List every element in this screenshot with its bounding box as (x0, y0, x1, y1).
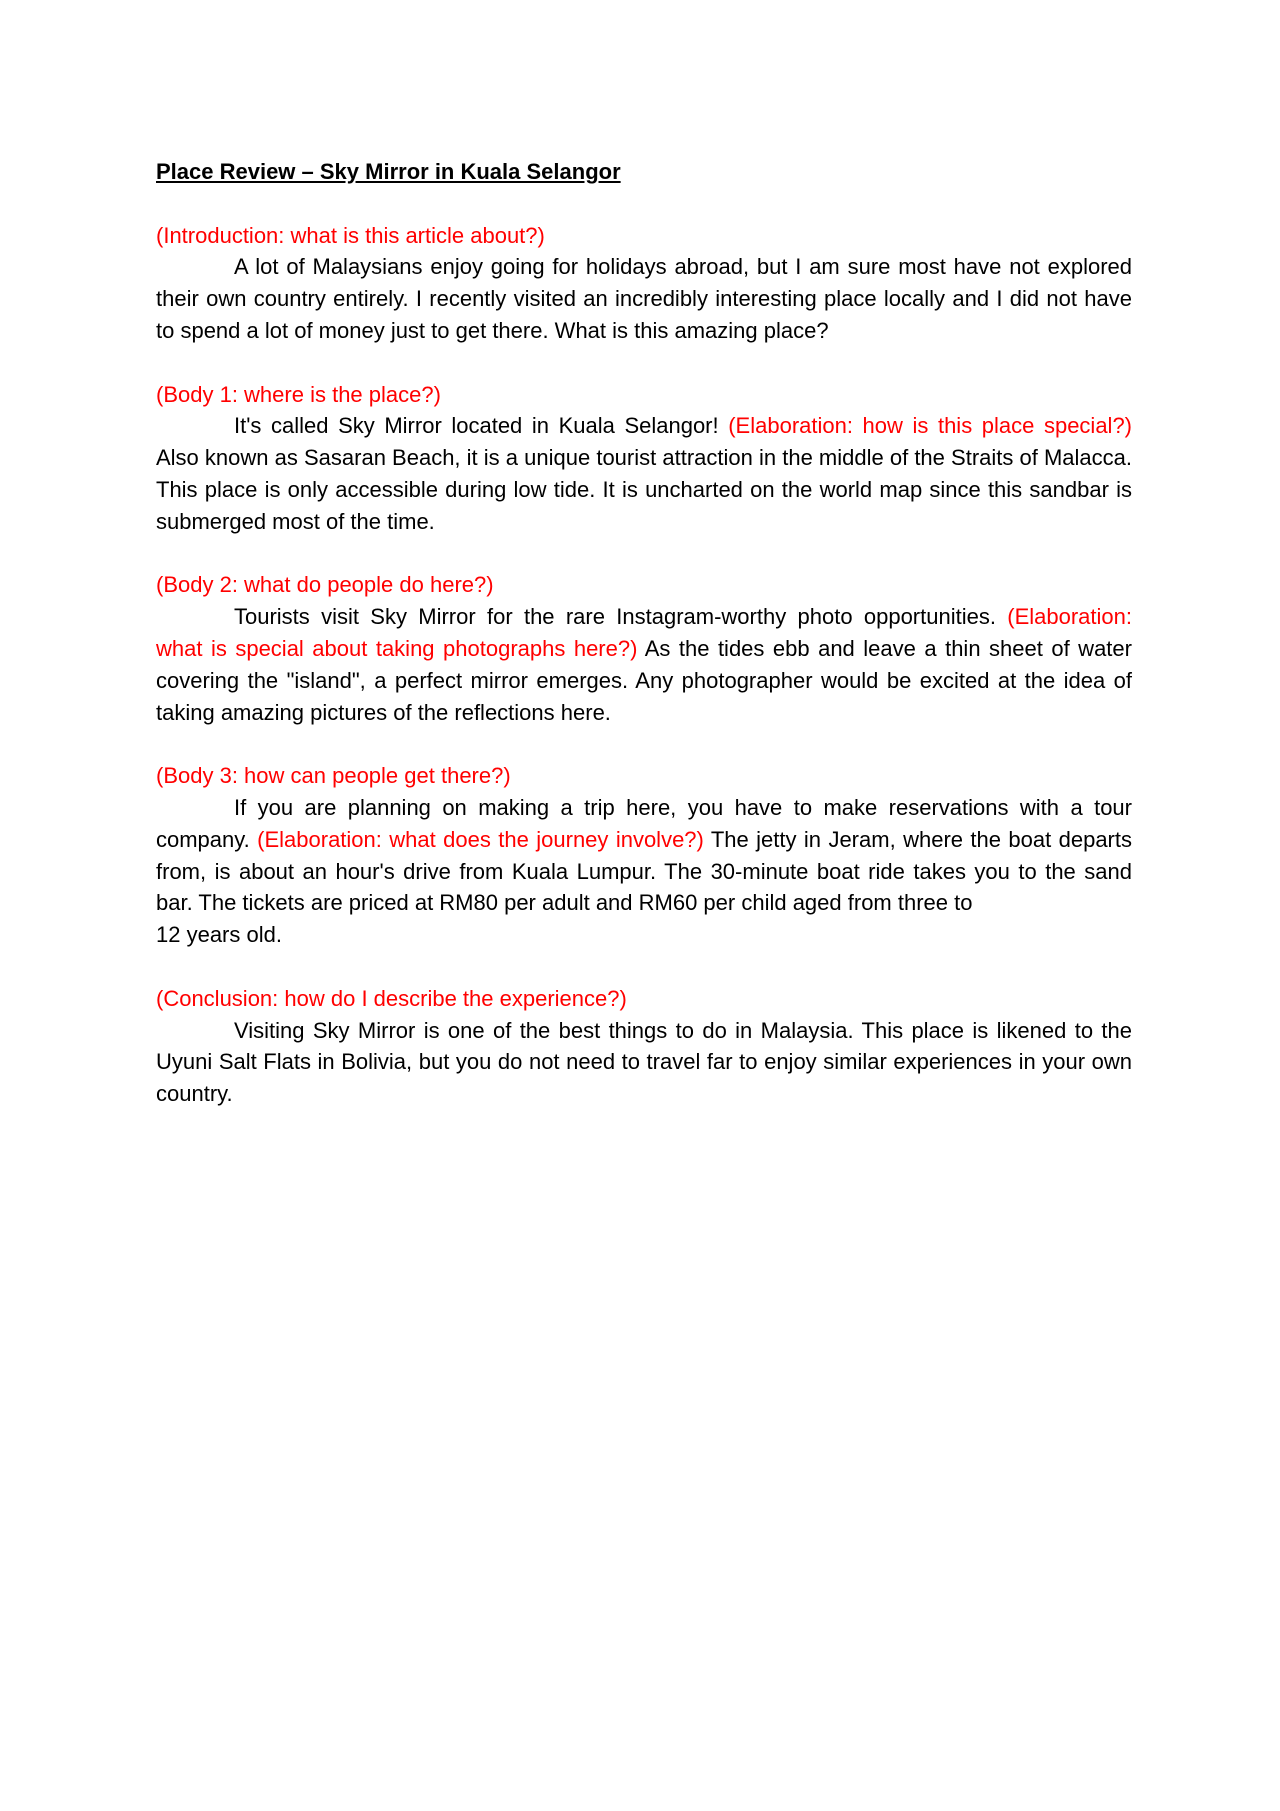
paragraph-text: Visiting Sky Mirror is one of the best things to do in Malaysia. This place is likened to the Uyuni Salt Flats in Bolivia, but you do not need to travel far to enjoy similar experiences in your own country. (156, 1017, 1132, 1107)
paragraph-text: It's called Sky Mirror located in Kuala Selangor! (234, 413, 729, 439)
paragraph-text: If you are planning on making a trip here, you have to make reservations with a tour company. (156, 794, 1132, 852)
section-introduction (156, 220, 1132, 347)
section-paragraph (156, 1015, 1132, 1110)
section-heading: (Introduction: what is this article about?) (156, 222, 545, 248)
section-body-3 (156, 760, 1132, 951)
section-paragraph (156, 601, 1132, 728)
section-paragraph (156, 251, 1132, 346)
section-heading: (Body 3: how can people get there?) (156, 763, 511, 789)
document-page (156, 156, 1132, 1142)
section-body-2 (156, 569, 1132, 728)
paragraph-text: As the tides ebb and leave a thin sheet of water covering the "island", a perfect mirror emerges. Any photographer would be excited at the idea of taking amazing pictures of the reflections here. (156, 635, 1132, 725)
section-heading: (Body 2: what do people do here?) (156, 572, 494, 598)
paragraph-text: Tourists visit Sky Mirror for the rare Instagram-worthy photo opportunities. (234, 604, 1008, 630)
document-title: Place Review – Sky Mirror in Kuala Selangor (156, 159, 621, 184)
section-paragraph (156, 410, 1132, 537)
section-heading: (Conclusion: how do I describe the experience?) (156, 985, 627, 1011)
paragraph-text: A lot of Malaysians enjoy going for holidays abroad, but I am sure most have not explored their own country entirely. I recently visited an incredibly interesting place locally and I did not have to spend a lot of money just to get there. What is this amazing place? (156, 254, 1132, 343)
elaboration-prompt: (Elaboration: what is special about taking photographs here?) (156, 604, 1132, 661)
section-conclusion (156, 983, 1132, 1110)
paragraph-trailing-line: 12 years old. (156, 922, 282, 948)
elaboration-prompt: (Elaboration: how is this place special?) (728, 413, 1133, 439)
section-body-1 (156, 379, 1132, 538)
paragraph-text: The jetty in Jeram, where the boat departs from, is about an hour's drive from Kuala Lumpur. The 30-minute boat ride takes you to the sand bar. The tickets are priced at RM80 per adult and RM60 per child aged from three to (156, 826, 1132, 916)
section-heading: (Body 1: where is the place?) (156, 381, 441, 407)
section-paragraph (156, 792, 1132, 919)
elaboration-prompt: (Elaboration: what does the journey involve?) (257, 826, 704, 852)
paragraph-text: Also known as Sasaran Beach, it is a unique tourist attraction in the middle of the Straits of Malacca. This place is only accessible during low tide. It is uncharted on the world map since this sandbar is submerged most of the time. (156, 445, 1132, 534)
